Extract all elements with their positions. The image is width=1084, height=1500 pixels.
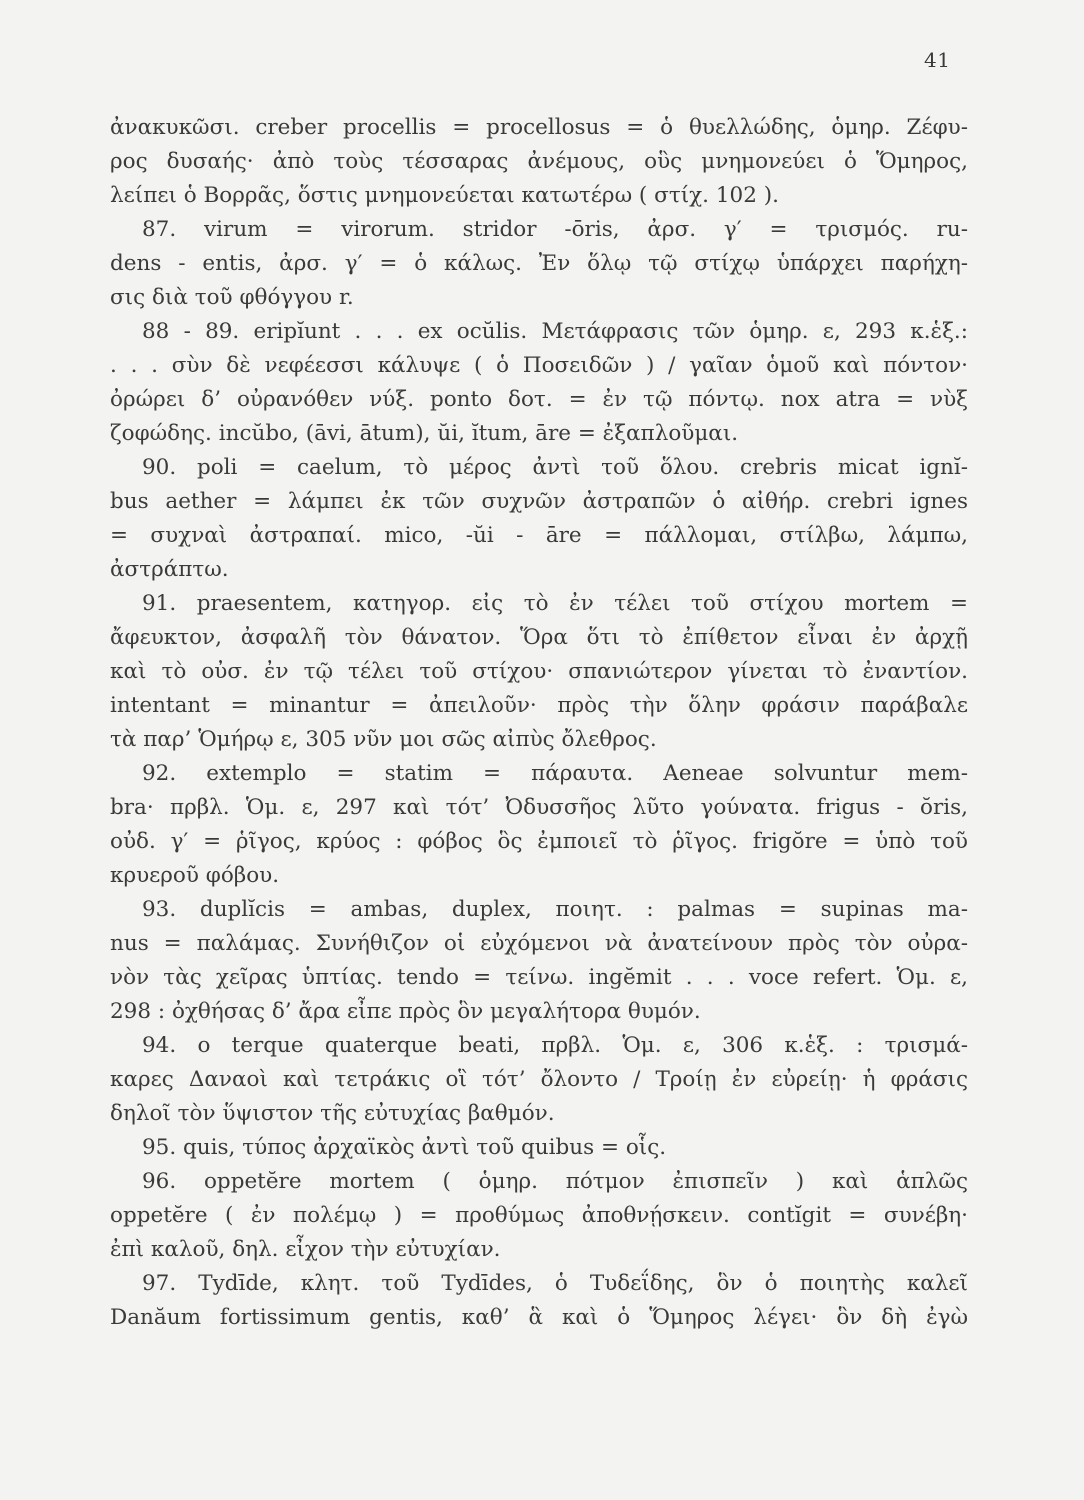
text-line: 93. duplĭcis = ambas, duplex, ποιητ. : palmas = supinas ma-	[142, 897, 968, 922]
text-line: = συχναὶ ἀστραπαί. mico, -ŭi - āre = πάλλομαι, στίλβω, λάμπω,	[110, 523, 968, 548]
text-line: bra· πρβλ. Ὁμ. ε, 297 καὶ τότ’ Ὀδυσσῆος λῦτο γούνατα. frigus - ŏris,	[110, 795, 968, 820]
text-line: 92. extemplo = statim = πάραυτα. Aeneae solvuntur mem-	[142, 761, 968, 786]
text-line: σις διὰ τοῦ φθόγγου r.	[110, 285, 354, 310]
text-line: ζοφώδης. incŭbo, (āvi, ātum), ŭi, ĭtum, āre = ἐξαπλοῦμαι.	[110, 421, 739, 446]
text-line: καὶ τὸ οὐσ. ἐν τῷ τέλει τοῦ στίχου· σπανιώτερον γίνεται τὸ ἐναντίον.	[110, 659, 968, 684]
text-line: 88 - 89. eripĭunt . . . ex ocŭlis. Μετάφρασις τῶν ὁμηρ. ε, 293 κ.ἑξ.:	[142, 319, 968, 344]
text-line: nus = παλάμας. Συνήθιζον οἱ εὐχόμενοι νὰ ἀνατείνουν πρὸς τὸν οὐρα-	[110, 931, 968, 956]
commentary-text	[110, 112, 968, 1336]
text-line: ἐπὶ καλοῦ, δηλ. εἶχον τὴν εὐτυχίαν.	[110, 1237, 501, 1262]
text-line: 298 : ὀχθήσας δ’ ἄρα εἶπε πρὸς ὃν μεγαλήτορα θυμόν.	[110, 999, 701, 1024]
text-line: καρες Δαναοὶ καὶ τετράκις οἳ τότ’ ὄλοντο / Τροίῃ ἐν εὐρείῃ· ἡ φράσις	[110, 1067, 968, 1092]
text-line: ἄφευκτον, ἀσφαλῆ τὸν θάνατον. Ὅρα ὅτι τὸ ἐπίθετον εἶναι ἐν ἀρχῇ	[110, 625, 968, 650]
text-line: ἀστράπτω.	[110, 557, 229, 582]
text-line: ἀνακυκῶσι. creber procellis = procellosus = ὁ θυελλώδης, ὁμηρ. Ζέφυ-	[110, 115, 968, 140]
text-line: τὰ παρ’ Ὁμήρῳ ε, 305 νῦν μοι σῶς αἰπὺς ὄλεθρος.	[110, 727, 657, 752]
text-line: Danăum fortissimum gentis, καθ’ ἃ καὶ ὁ Ὅμηρος λέγει· ὃν δὴ ἐγὼ	[110, 1305, 968, 1330]
text-line: intentant = minantur = ἀπειλοῦν· πρὸς τὴν ὅλην φράσιν παράβαλε	[110, 693, 968, 718]
text-line: dens - entis, ἀρσ. γ′ = ὁ κάλως. Ἐν ὅλῳ τῷ στίχῳ ὑπάρχει παρήχη-	[110, 251, 968, 276]
text-line: 96. oppetĕre mortem ( ὁμηρ. πότμον ἐπισπεῖν ) καὶ ἁπλῶς	[142, 1169, 968, 1194]
text-line: 97. Tydīde, κλητ. τοῦ Tydīdes, ὁ Τυδεΐδης, ὃν ὁ ποιητὴς καλεῖ	[142, 1271, 968, 1296]
text-line: . . . σὺν δὲ νεφέεσσι κάλυψε ( ὁ Ποσειδῶν ) / γαῖαν ὁμοῦ καὶ πόντον·	[110, 353, 968, 378]
text-line: 87. virum = virorum. stridor -ōris, ἀρσ. γ′ = τρισμός. ru-	[142, 217, 968, 242]
text-line: κρυεροῦ φόβου.	[110, 863, 280, 888]
text-line: οὐδ. γ′ = ῥῖγος, κρύος : φόβος ὃς ἐμποιεῖ τὸ ῥῖγος. frigŏre = ὑπὸ τοῦ	[110, 829, 968, 854]
text-line: λείπει ὁ Βορρᾶς, ὅστις μνημονεύεται κατωτέρω ( στίχ. 102 ).	[110, 183, 779, 208]
text-line: 90. poli = caelum, τὸ μέρος ἀντὶ τοῦ ὅλου. crebris micat ignĭ-	[142, 455, 968, 480]
text-line: 94. o terque quaterque beati, πρβλ. Ὁμ. ε, 306 κ.ἑξ. : τρισμά-	[142, 1033, 968, 1058]
text-line: 91. praesentem, κατηγορ. εἰς τὸ ἐν τέλει τοῦ στίχου mortem =	[142, 591, 968, 616]
text-line: ὀρώρει δ’ οὐρανόθεν νύξ. ponto δοτ. = ἐν τῷ πόντῳ. nox atra = νὺξ	[110, 387, 968, 412]
text-line: bus aether = λάμπει ἐκ τῶν συχνῶν ἀστραπῶν ὁ αἰθήρ. crebri ignes	[110, 489, 968, 514]
text-line: νὸν τὰς χεῖρας ὑπτίας. tendo = τείνω. ingĕmit . . . voce refert. Ὁμ. ε,	[110, 965, 968, 990]
text-line: oppetĕre ( ἐν πολέμῳ ) = προθύμως ἀποθνῄσκειν. contĭgit = συνέβη·	[110, 1203, 968, 1228]
text-line: ρος δυσαής· ἀπὸ τοὺς τέσσαρας ἀνέμους, οὓς μνημονεύει ὁ Ὅμηρος,	[110, 149, 968, 174]
text-line: δηλοῖ τὸν ὕψιστον τῆς εὐτυχίας βαθμόν.	[110, 1101, 555, 1126]
page-number: 41	[924, 48, 951, 72]
text-line: 95. quis, τύπος ἀρχαϊκὸς ἀντὶ τοῦ quibus = οἷς.	[142, 1135, 667, 1160]
